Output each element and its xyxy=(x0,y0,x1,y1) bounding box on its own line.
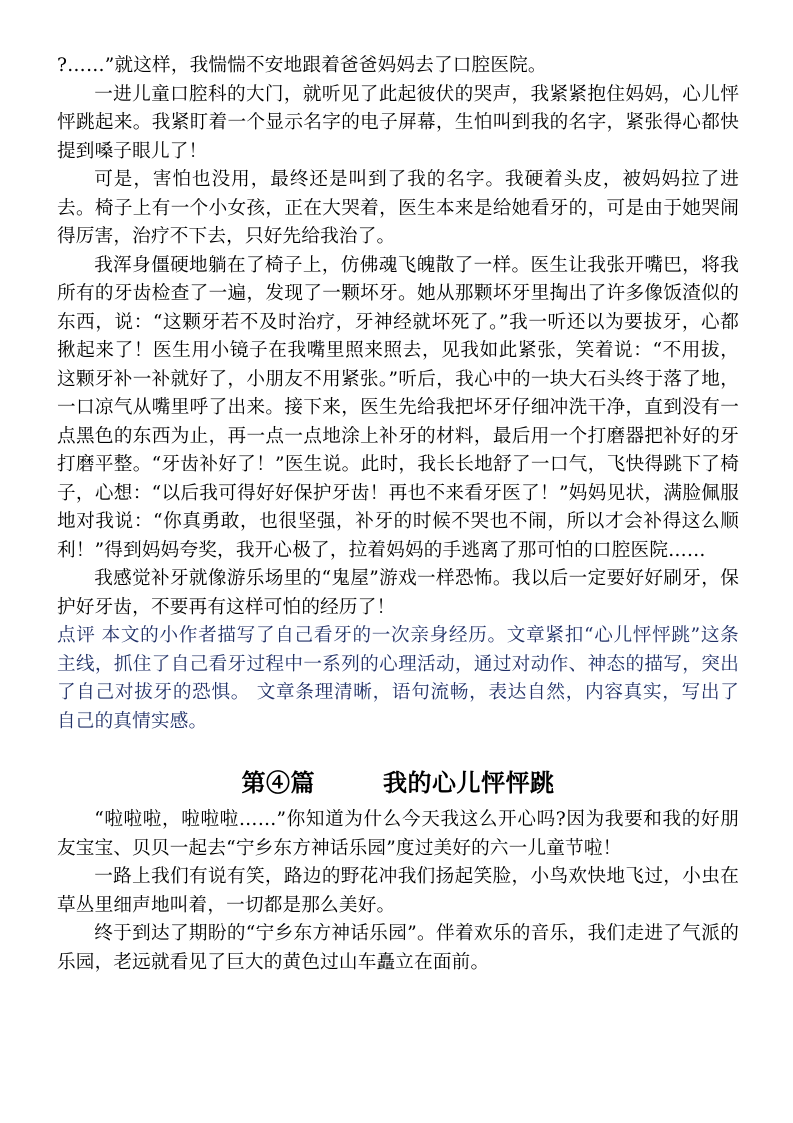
section-title: 我的心儿怦怦跳 xyxy=(383,768,555,797)
comment-text: 本文的小作者描写了自己看牙的一次亲身经历。文章紧扣“心儿怦怦跳”这条主线，抓住了自己看牙过程中一系列的心理活动，通过对动作、神态的描写，突出了自己对拔牙的恐惧。 文章条理清晰，语句流畅，表达自然，内容真实，写出了自己的真情实感。 xyxy=(57,625,739,732)
paragraph-continuation: ?……”就这样，我惴惴不安地跟着爸爸妈妈去了口腔医院。 xyxy=(57,55,547,76)
paragraph-conclusion: 我感觉补牙就像游乐场里的“鬼屋”游戏一样恐怖。我以后一定要好好刷牙，保护好牙齿，不要再有这样可怕的经历了！ xyxy=(57,568,739,618)
paragraph-children-day: “啦啦啦，啦啦啦……”你知道为什么今天我这么开心吗?因为我要和我的好朋友宝宝、贝贝一起去“宁乡东方神话乐园”度过美好的六一儿童节啦！ xyxy=(57,809,739,859)
paragraph-treatment: 我浑身僵硬地躺在了椅子上，仿佛魂飞魄散了一样。医生让我张开嘴巴，将我所有的牙齿检查了一遍，发现了一颗坏牙。她从那颗坏牙里掏出了许多像饭渣似的东西，说：“这颗牙若不及时治疗，牙神经就坏死了。”我一听还以为要拔牙，心都揪起来了！医生用小镜子在我嘴里照来照去，见我如此紧张，笑着说：“不用拔，这颗牙补一补就好了，小朋友不用紧张。”听后，我心中的一块大石头终于落了地，一口凉气从嘴里呼了出来。接下来，医生先给我把坏牙仔细冲洗干净，直到没有一点黑色的东西为止，再一点一点地涂上补牙的材料，最后用一个打磨器把补好的牙打磨平整。“牙齿补好了！”医生说。此时，我长长地舒了一口气，飞快得跳下了椅子，心想：“以后我可得好好保护牙齿！再也不来看牙医了！”妈妈见状，满脸佩服地对我说：“你真勇敢，也很坚强，补牙的时候不哭也不闹，所以才会补得这么顺利！”得到妈妈夸奖，我开心极了，拉着妈妈的手逃离了那可怕的口腔医院…… xyxy=(57,254,739,561)
document-page xyxy=(57,52,739,977)
paragraph-entering-clinic: 一进儿童口腔科的大门，就听见了此起彼伏的哭声，我紧紧抱住妈妈，心儿怦怦跳起来。我紧盯着一个显示名字的电子屏幕，生怕叫到我的名字，紧张得心都快提到嗓子眼儿了！ xyxy=(57,83,739,162)
section-heading xyxy=(57,766,739,800)
paragraph-arrival: 终于到达了期盼的“宁乡东方神话乐园”。伴着欢乐的音乐，我们走进了气派的乐园，老远就看见了巨大的黄色过山车矗立在面前。 xyxy=(57,923,739,973)
section-number: 第④篇 xyxy=(241,768,315,797)
paragraph-name-called: 可是，害怕也没用，最终还是叫到了我的名字。我硬着头皮，被妈妈拉了进去。椅子上有一个小女孩，正在大哭着，医生本来是给她看牙的，可是由于她哭闹得厉害，治疗不下去，只好先给我治了。 xyxy=(57,169,739,247)
comment-label: 点评 xyxy=(57,625,96,646)
teacher-comment xyxy=(57,622,739,736)
paragraph-on-the-way: 一路上我们有说有笑，路边的野花冲我们扬起笑脸，小鸟欢快地飞过，小虫在草丛里细声地叫着，一切都是那么美好。 xyxy=(57,866,739,916)
